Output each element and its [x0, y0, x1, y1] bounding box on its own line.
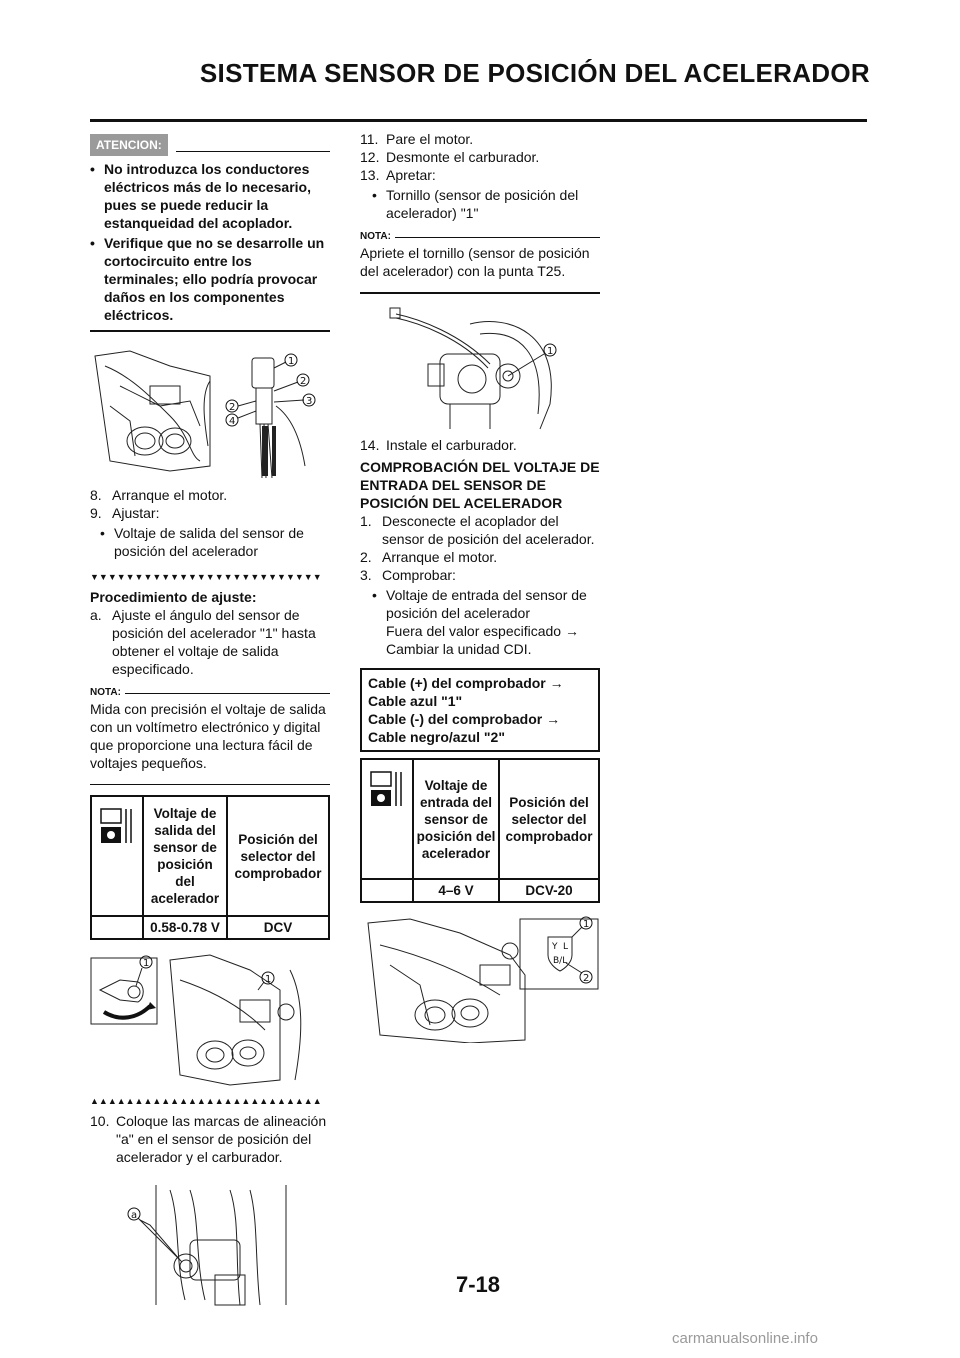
spec-table-input	[360, 758, 600, 903]
fig5-callout: 2	[583, 973, 590, 984]
tester-negative-lead: Cable (-) del comprobador → Cable negro/azul "2"	[368, 711, 561, 745]
check-section-title: COMPROBACIÓN DEL VOLTAJE DE ENTRADA DEL SENSOR DE POSICIÓN DEL ACELERADOR	[360, 459, 600, 511]
tester-positive-lead: Cable (+) del comprobador → Cable azul "1"	[368, 675, 564, 709]
figure-tighten-screw	[360, 304, 600, 432]
fig1-callout: 2	[300, 376, 307, 387]
caution-rule	[176, 151, 330, 152]
left-column	[90, 134, 330, 1310]
spec-table-output	[90, 795, 330, 940]
fig2-callout: 1	[265, 974, 272, 985]
step-9-bullet: • Voltaje de salida del sensor de posición del acelerador	[100, 525, 304, 559]
spec-value-selector: DCV-20	[499, 879, 599, 902]
caution-header	[90, 134, 330, 156]
title-rule	[90, 119, 867, 122]
step-14: 14. Instale el carburador.	[360, 437, 517, 453]
procedure-title: Procedimiento de ajuste:	[90, 589, 257, 605]
caution-item-text: Verifique que no se desarrolle un cortocircuito entre los terminales; ello podría provocar daños en los componentes eléctricos.	[104, 235, 325, 323]
fig1-callout: 3	[306, 396, 313, 407]
page-number: 7-18	[456, 1272, 501, 1297]
step-13-bullet: • Tornillo (sensor de posición del acelerador) "1"	[372, 187, 579, 221]
nota-header: NOTA:	[360, 230, 600, 244]
tester-connection-box	[360, 668, 600, 752]
step-10: 10. Coloque las marcas de alineación "a" en el sensor de posición del acelerador y el carburador.	[90, 1113, 327, 1165]
check-step-3-out-of-spec: Fuera del valor especificado → Cambiar la unidad CDI.	[386, 623, 579, 657]
figure-sensor-coupler-drawing	[360, 915, 600, 1043]
nota-header: NOTA:	[90, 686, 330, 700]
spec-header-voltage: Voltaje de entrada del sensor de posición del acelerador	[413, 759, 499, 879]
caution-badge: ATENCION:	[90, 134, 168, 156]
fig2-callout: 1	[143, 958, 150, 969]
check-step-3: 3. Comprobar:	[360, 567, 456, 583]
nota-text: Apriete el tornillo (sensor de posición del acelerador) con la punta T25.	[360, 245, 590, 279]
step-13: 13. Apretar:	[360, 167, 436, 183]
multimeter-icon	[100, 805, 134, 847]
step-9: 9. Ajustar:	[90, 505, 160, 521]
fig1-callout: 2	[229, 402, 236, 413]
spec-header-selector: Posición del selector del comprobador	[227, 796, 329, 916]
spec-value-voltage: 0.58-0.78 V	[143, 916, 227, 939]
step-8: 8. Arranque el motor.	[90, 487, 228, 503]
spec-value-voltage: 4–6 V	[413, 879, 499, 902]
fig5-callout: 1	[583, 919, 590, 930]
check-step-2: 2. Arranque el motor.	[360, 549, 498, 565]
check-step-3-bullet: • Voltaje de entrada del sensor de posición del acelerador	[372, 587, 587, 621]
step-12: 12. Desmonte el carburador.	[360, 149, 540, 165]
check-step-1: 1. Desconecte el acoplador del sensor de posición del acelerador.	[360, 513, 595, 547]
fig5-wire-label: L	[563, 942, 569, 952]
meter-icon-cell	[361, 759, 413, 879]
caution-item-text: No introduzca los conductores eléctricos más de lo necesario, pues se puede reducir la estanqueidad del acoplador.	[104, 161, 311, 231]
step-11: 11. Pare el motor.	[360, 131, 474, 147]
fig1-callout: 4	[229, 416, 236, 427]
meter-icon-cell	[91, 796, 143, 916]
figure-alignment-marks-drawing	[90, 1180, 330, 1310]
procedure-end-marker: ▲▲▲▲▲▲▲▲▲▲▲▲▲▲▲▲▲▲▲▲▲▲▲▲▲▲	[90, 1096, 322, 1106]
fig5-wire-label: Y	[552, 942, 558, 952]
watermark: carmanualsonline.info	[672, 1330, 818, 1347]
figure-sensor-adjust	[90, 950, 330, 1086]
spec-header-voltage: Voltaje de salida del sensor de posición del acelerador	[143, 796, 227, 916]
page-title: SISTEMA SENSOR DE POSICIÓN DEL ACELERADOR	[199, 58, 870, 88]
fig1-callout: 1	[288, 356, 295, 367]
fig5-wire-label: B/L	[553, 956, 568, 966]
procedure-step-a: a. Ajuste el ángulo del sensor de posición del acelerador "1" hasta obtener el voltaje de salida especificado.	[90, 607, 316, 677]
figure-sensor-connector	[90, 346, 330, 478]
figure-sensor-connector-drawing	[90, 346, 330, 478]
caution-item: • Verifique que no se desarrolle un cortocircuito entre los terminales; ello podría provocar daños en los componentes eléctricos.	[90, 234, 330, 324]
spec-value-selector: DCV	[227, 916, 329, 939]
figure-alignment-marks	[90, 1180, 330, 1310]
fig3-callout: a	[131, 1210, 138, 1221]
multimeter-icon	[370, 768, 404, 810]
right-column	[360, 130, 600, 1043]
fig4-callout: 1	[547, 346, 554, 357]
spec-header-selector: Posición del selector del comprobador	[499, 759, 599, 879]
procedure-start-marker: ▼▼▼▼▼▼▼▼▼▼▼▼▼▼▼▼▼▼▼▼▼▼▼▼▼▼	[90, 572, 322, 582]
caution-end-rule	[90, 330, 330, 332]
nota-text: Mida con precisión el voltaje de salida con un voltímetro electrónico y digital que proporcione una lectura fácil de voltajes pequeños.	[90, 701, 326, 771]
nota-end-rule	[360, 292, 600, 294]
figure-tighten-screw-drawing	[360, 304, 600, 432]
figure-sensor-adjust-drawing	[90, 950, 330, 1086]
caution-item: • No introduzca los conductores eléctricos más de lo necesario, pues se puede reducir la estanqueidad del acoplador.	[90, 160, 330, 232]
figure-sensor-coupler	[360, 915, 600, 1043]
nota-end-rule	[90, 784, 330, 785]
